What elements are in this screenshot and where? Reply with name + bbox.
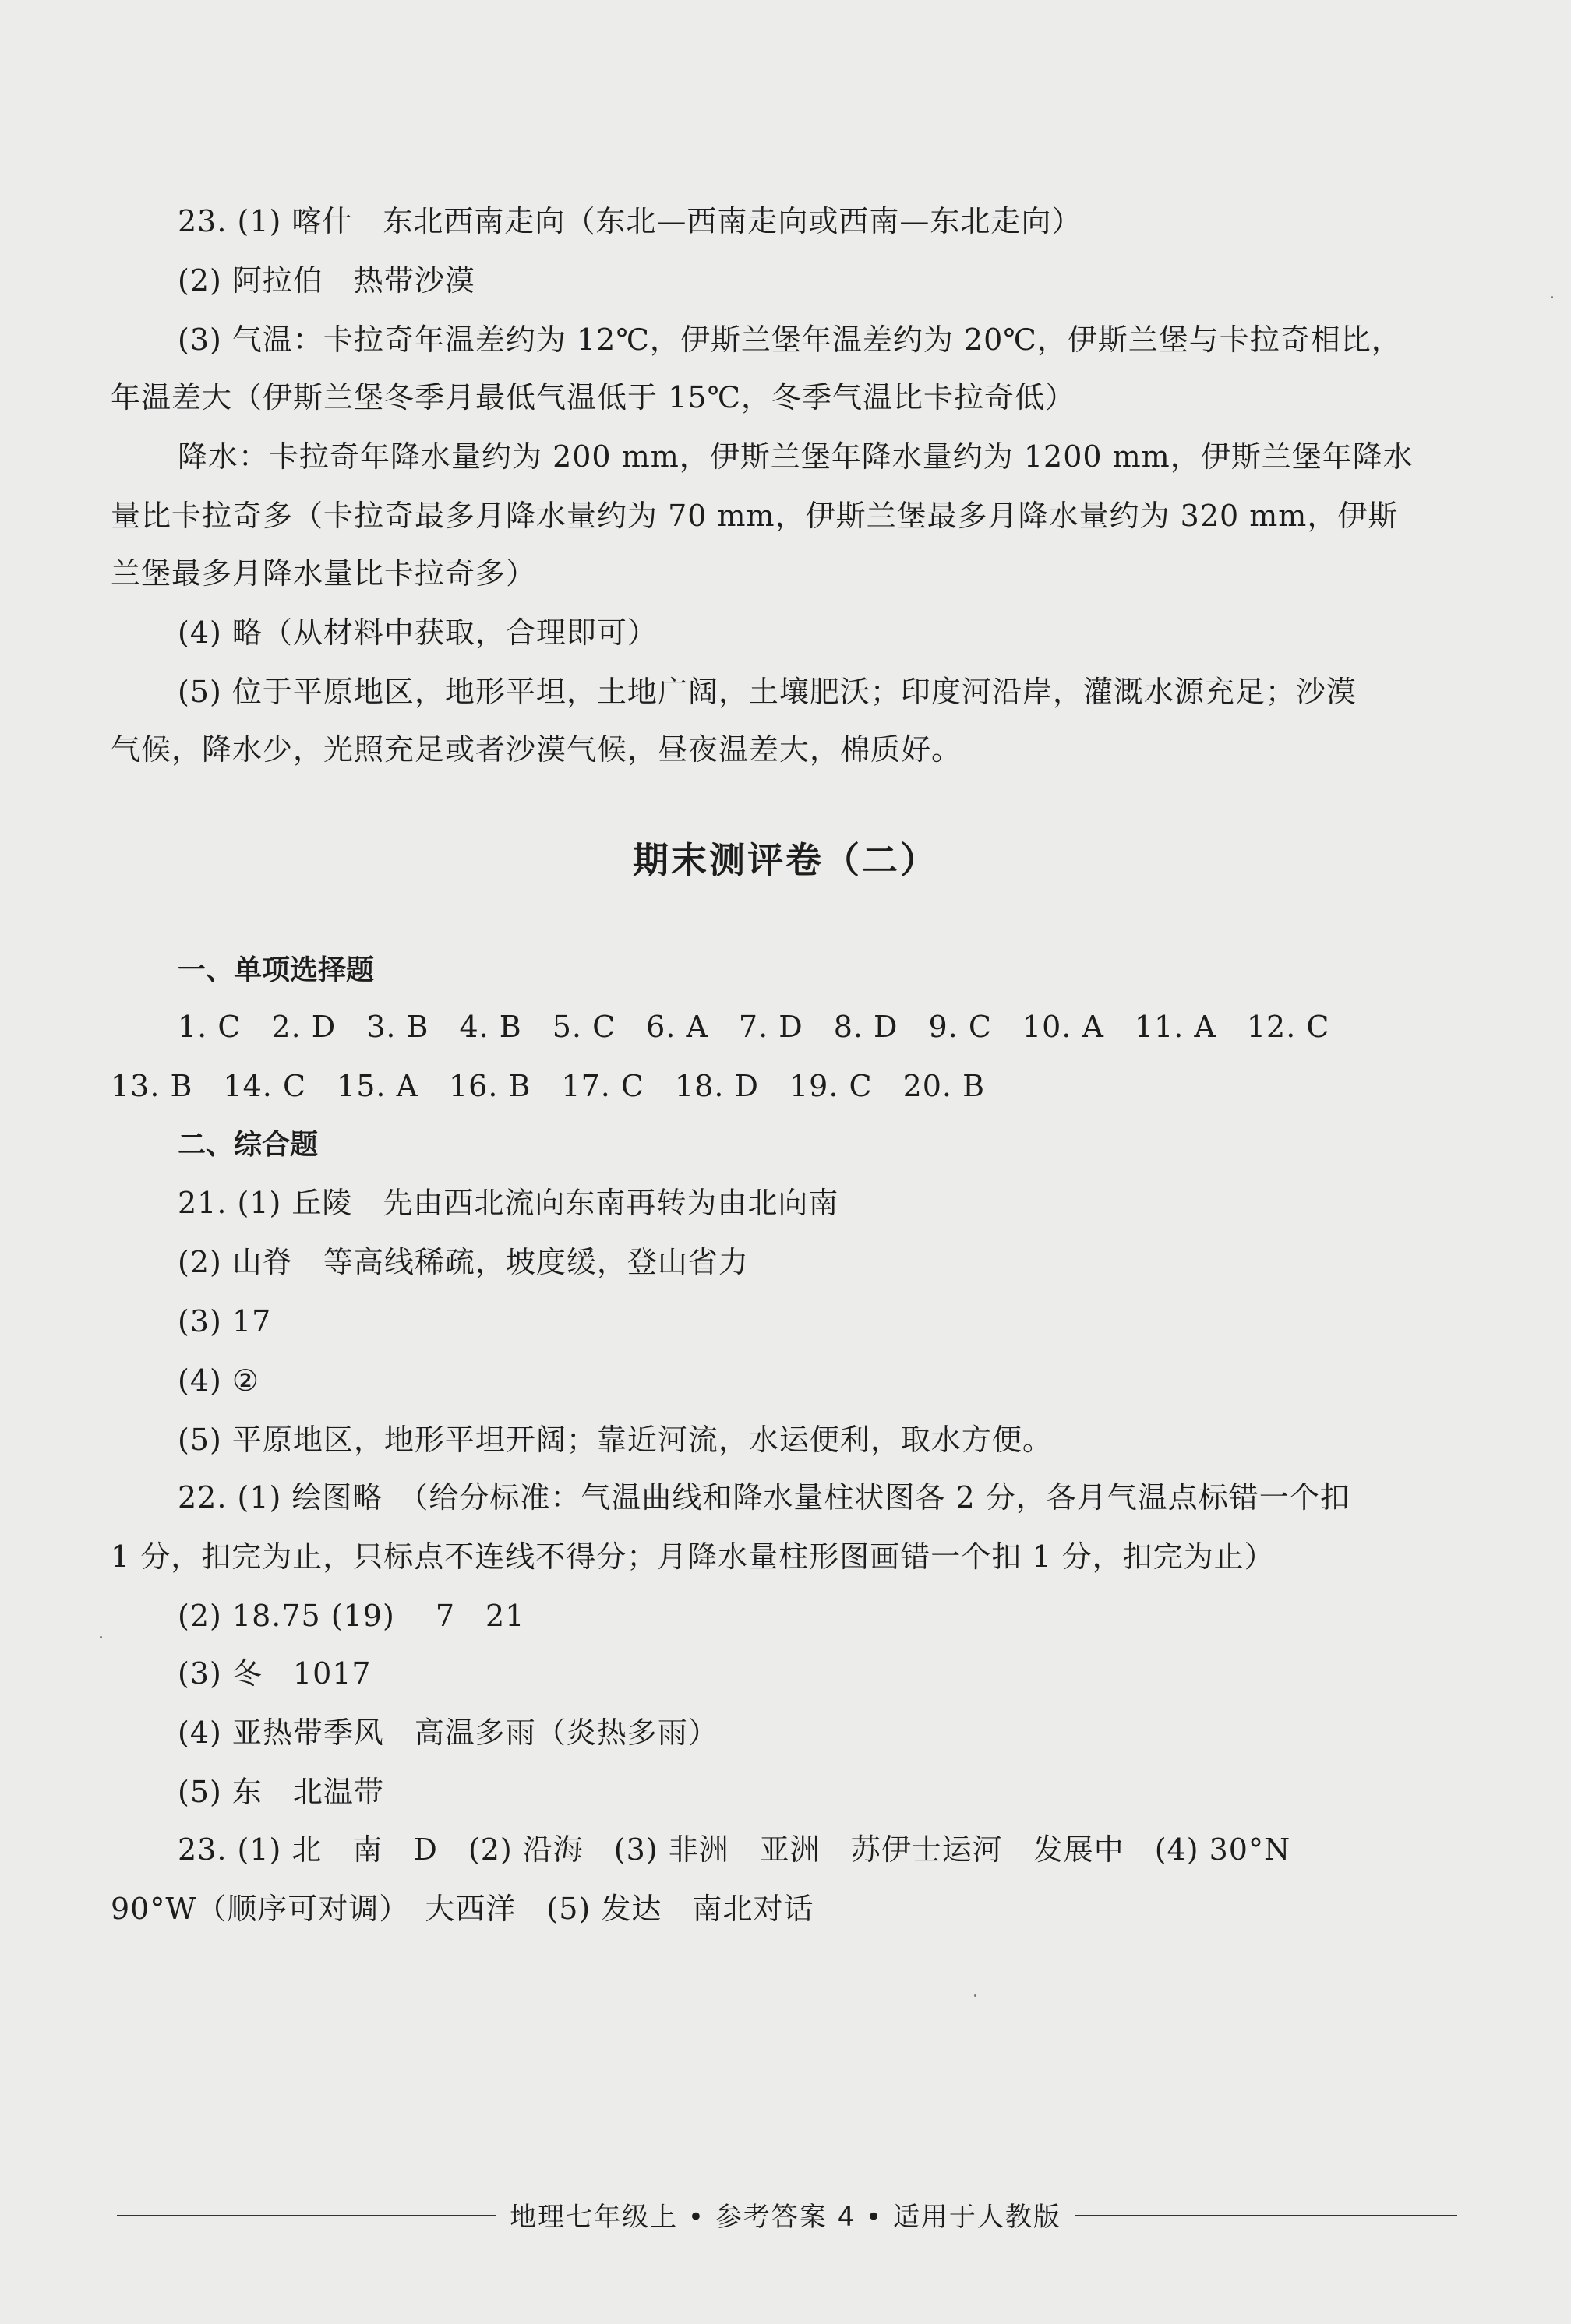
answer-line: (5) 位于平原地区，地形平坦，土地广阔，土壤肥沃；印度河沿岸，灌溉水源充足；沙漠 (178, 675, 1357, 709)
answer-line: (2) 阿拉伯 热带沙漠 (178, 263, 475, 298)
answer-line: 23. (1) 喀什 东北西南走向（东北—西南走向或西南—东北走向） (178, 204, 1082, 238)
answer-line: (2) 18.75 (19) 7 21 (178, 1599, 525, 1633)
scan-speck (974, 1994, 976, 1997)
section-heading-single-choice: 一、单项选择题 (178, 954, 375, 986)
answer-line: 90°W（顺序可对调） 大西洋 (5) 发达 南北对话 (111, 1892, 814, 1926)
scan-speck (1551, 296, 1553, 298)
answer-line: (4) 亚热带季风 高温多雨（炎热多雨） (178, 1716, 718, 1750)
answer-line: (5) 东 北温带 (178, 1775, 384, 1809)
choice-answers-row: 1. C 2. D 3. B 4. B 5. C 6. A 7. D 8. D 9. C 10. A 11. A 12. C (178, 1010, 1330, 1044)
page-footer (0, 2195, 1571, 2234)
answer-line: (5) 平原地区，地形平坦开阔；靠近河流，水运便利，取水方便。 (178, 1423, 1053, 1457)
scan-speck (100, 1636, 102, 1638)
answer-line: (3) 17 (178, 1304, 272, 1338)
answer-line: 年温差大（伊斯兰堡冬季月最低气温低于 15℃，冬季气温比卡拉奇低） (111, 380, 1075, 414)
answer-line: 气候，降水少，光照充足或者沙漠气候，昼夜温差大，棉质好。 (111, 732, 962, 767)
answer-line: (3) 气温：卡拉奇年温差约为 12℃，伊斯兰堡年温差约为 20℃，伊斯兰堡与卡拉奇相比， (178, 323, 1402, 357)
answer-line: (4) 略（从材料中获取，合理即可） (178, 615, 658, 650)
answer-line: (3) 冬 1017 (178, 1656, 372, 1691)
footer-label: 地理七年级上 • 参考答案 4 • 适用于人教版 (496, 2202, 1075, 2233)
choice-answers-row: 13. B 14. C 15. A 16. B 17. C 18. D 19. C 20. B (111, 1069, 986, 1103)
answer-line: 兰堡最多月降水量比卡拉奇多） (111, 556, 537, 591)
section-heading-comprehensive: 二、综合题 (178, 1129, 319, 1161)
answer-line: 降水：卡拉奇年降水量约为 200 mm，伊斯兰堡年降水量约为 1200 mm，伊斯兰堡年降水 (178, 439, 1414, 474)
answer-line: (2) 山脊 等高线稀疏，坡度缓，登山省力 (178, 1245, 749, 1279)
answer-line: (4) ② (178, 1363, 259, 1398)
answer-line: 量比卡拉奇多（卡拉奇最多月降水量约为 70 mm，伊斯兰堡最多月降水量约为 320 mm，伊斯 (111, 499, 1399, 533)
answer-line: 22. (1) 绘图略 （给分标准：气温曲线和降水量柱状图各 2 分，各月气温点标错一个扣 (178, 1480, 1350, 1515)
answer-line: 23. (1) 北 南 D (2) 沿海 (3) 非洲 亚洲 苏伊士运河 发展中 (4) 30°N (178, 1832, 1291, 1867)
answer-line: 21. (1) 丘陵 先由西北流向东南再转为由北向南 (178, 1186, 839, 1220)
exam-title: 期末测评卷（二） (633, 839, 938, 881)
answer-line: 1 分，扣完为止，只标点不连线不得分；月降水量柱形图画错一个扣 1 分，扣完为止） (111, 1539, 1275, 1574)
